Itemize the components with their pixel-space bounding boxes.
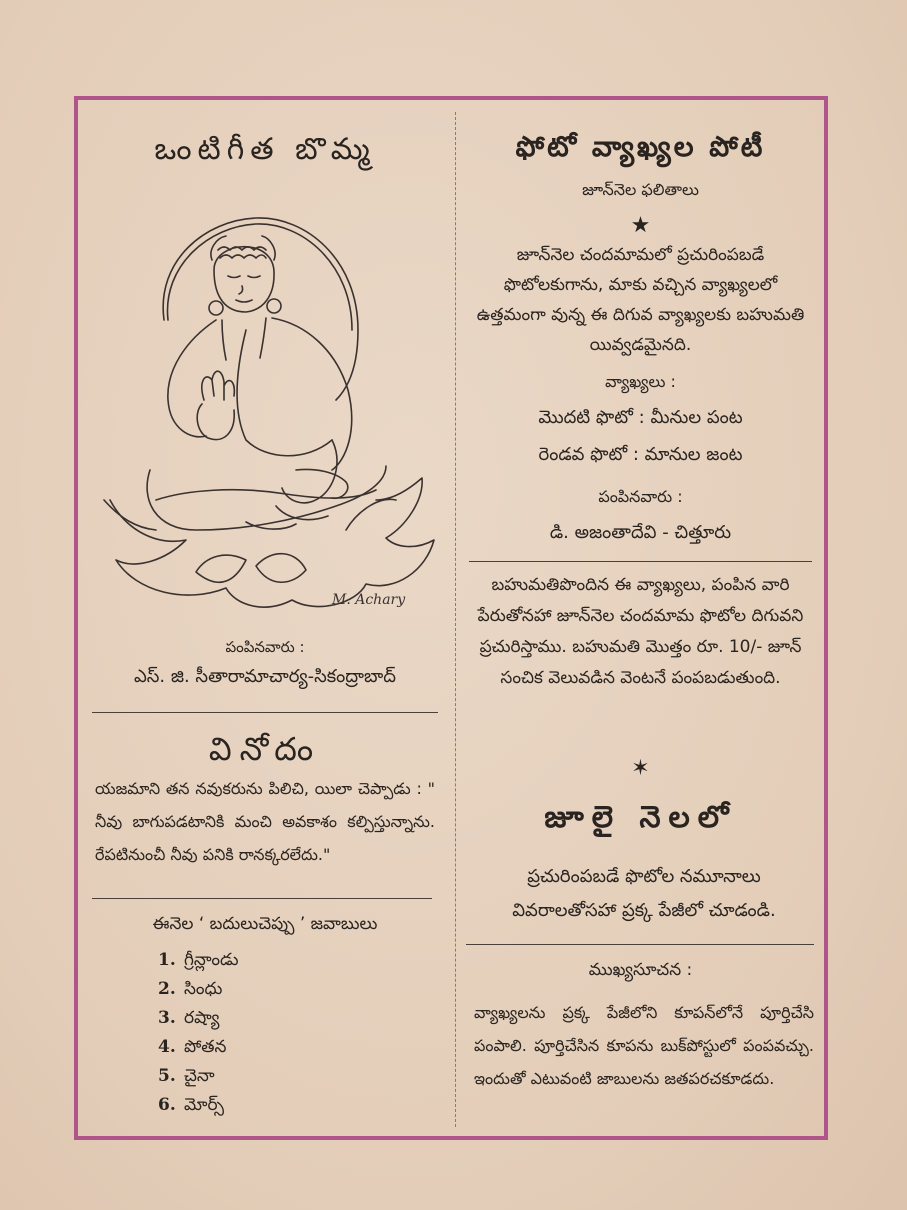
sender-label: పంపినవారు : [225,638,305,656]
important-note-title: ముఖ్యసూచన : [588,960,693,980]
sender-name: డి. అజంతాదేవి - చిత్తూరు [549,522,732,543]
list-item: 6. మోర్స్ [158,1095,225,1115]
photo1-comment: మొదటి ఫొటో : మీనుల పంట [538,407,743,428]
humor-title: వినోదం [208,730,322,768]
answers-list [158,950,238,1124]
list-item: 5. చైనా [158,1066,215,1086]
july-text: ప్రచురింపబడే ఫొటోల నమూనాలు వివరాలతోసహా ప్రక్క పేజీలో చూడండి. [512,866,776,921]
artist-signature: M. Achary [332,592,406,608]
list-item: 1. గ్రీన్లాండు [158,950,239,970]
important-note-text: వ్యాఖ్యలను ప్రక్క పేజీలోని కూపన్‌లోనే పూర్తిచేసి పంపాలి. పూర్తిచేసిన కూపను బుక్‌పోస్టులో పంపవచ్చు. ఇందుతో ఎటువంటి జాబులను జతపరచకూడదు. [474,1003,814,1088]
intro-text: జూన్‌నెల చందమామలో ప్రచురింపబడే ఫొటోలకుగాను, మాకు వచ్చిన వ్యాఖ్యలలో ఉత్తమంగా వున్న ఈ దిగువ వ్యాఖ్యలకు బహుమతి యివ్వడమైనది. [476,245,805,355]
photo-contest-title: ఫోటో వ్యాఖ్యల పోటీ [515,130,766,163]
right-column [463,118,818,694]
answers-title: ఈనెల ‘ బదులుచెప్పు ’ జవాబులు [152,914,378,934]
july-title: జూలై నెలలో [544,800,737,835]
humor-text: యజమాని తన నవుకరును పిలిచి, యిలా చెప్పాడు : " నీవు బాగుపడటానికి మంచి అవకాశం కల్పిస్తున్నాను. రేపటినుంచీ నీవు పనికి రానక్కరలేదు." [95,779,435,864]
prize-text: బహుమతిపొందిన ఈ వ్యాఖ్యలు, పంపిన వారి పేరుతోనహా జూన్‌నెల చందమామ ఫొటోల దిగువని ప్రచురిస్తాము. బహుమతి మొత్తం రూ. 10/- జూన్ సంచిక వెలువడిన వెంటనే పంపబడుతుంది. [477,575,804,688]
sender-name: ఎస్. జి. సీతారామాచార్య-సికంద్రాబాద్ [133,666,397,687]
section-divider [92,898,432,899]
section-divider [466,944,814,945]
star-icon: ✶ [631,756,650,781]
sender-label: పంపినవారు : [598,487,683,506]
section-divider [92,712,438,713]
single-line-drawing-title: ఒంటిగీత బొమ్మ [154,132,376,167]
list-item: 4. పోతన [158,1037,227,1057]
list-item: 3. రష్యా [158,1008,220,1028]
photo2-comment: రెండవ ఫొటో : మానుల జంట [538,444,743,465]
section-divider [469,561,812,562]
comments-label: వ్యాఖ్యలు : [605,372,676,391]
column-divider [455,112,456,1127]
results-subtitle: జూన్‌నెల ఫలితాలు [582,180,699,199]
star-icon: ★ [630,213,651,238]
buddha-line-drawing [96,200,441,620]
list-item: 2. సింధు [158,979,223,999]
left-column [90,118,440,174]
